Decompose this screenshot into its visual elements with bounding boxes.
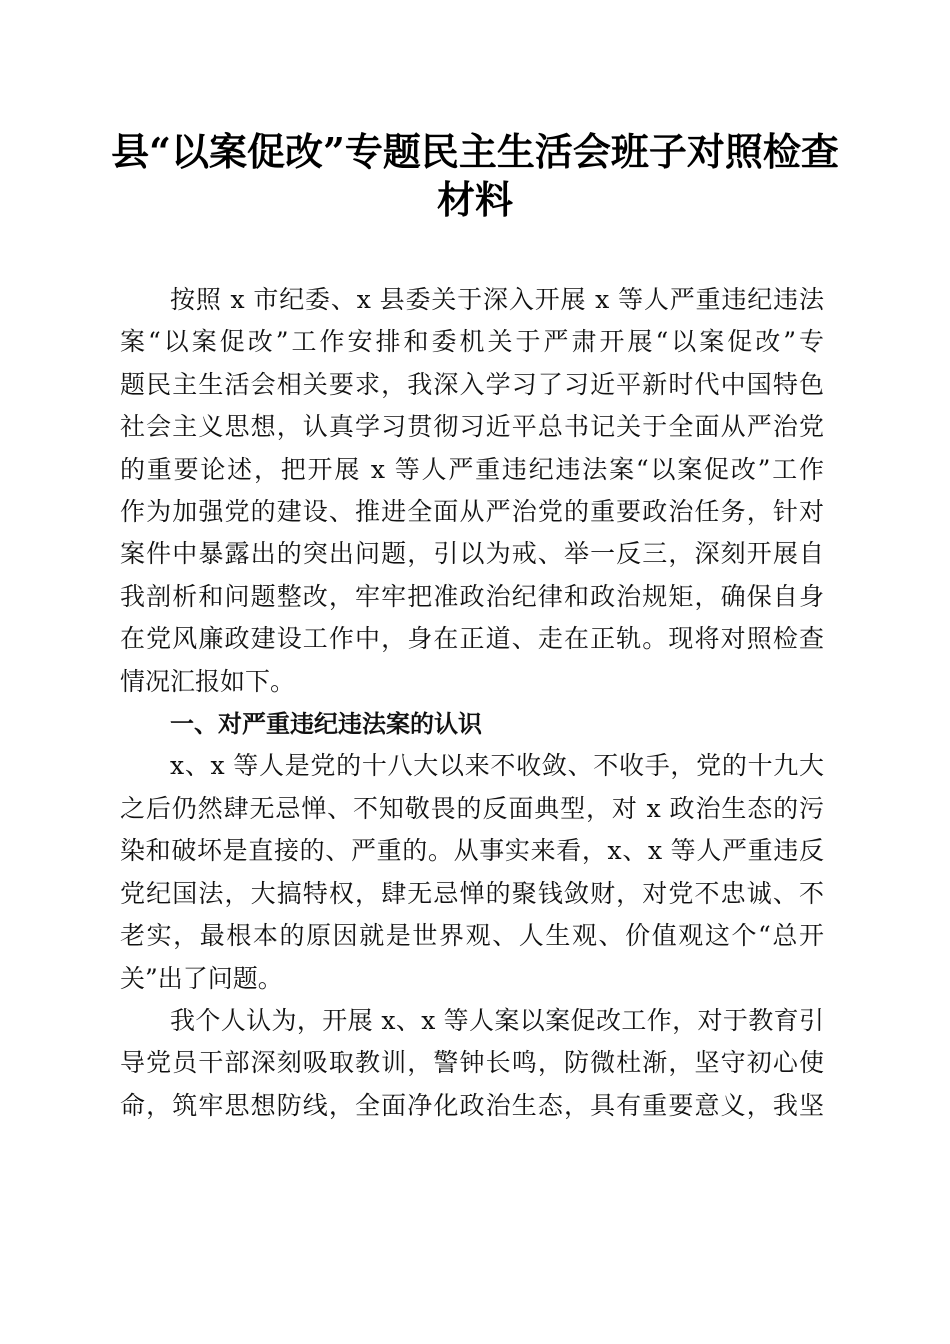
text-line: x、x 等人是党的十八大以来不收敛、不收手，党的十九大 [170,751,824,781]
text-line: 我剖析和问题整改，牢牢把准政治纪律和政治规矩，确保自身 [120,581,824,611]
text-line: 关”出了问题。 [120,963,283,993]
text-line: 染和破坏是直接的、严重的。从事实来看，x、x 等人严重违反 [120,836,824,866]
text-line: 的重要论述，把开展 x 等人严重违纪违法案“以案促改”工作 [120,454,824,484]
text-line: 案件中暴露出的突出问题，引以为戒、举一反三，深刻开展自 [120,539,824,569]
text-line: 之后仍然肆无忌惮、不知敬畏的反面典型，对 x 政治生态的污 [120,793,824,823]
document-title [110,128,840,224]
text-line: 社会主义思想，认真学习贯彻习近平总书记关于全面从严治党 [120,412,824,442]
paragraph-intro [120,279,824,703]
text-line: 作为加强党的建设、推进全面从严治党的重要政治任务，针对 [120,497,824,527]
section-heading: 一、对严重违纪违法案的认识 [170,710,482,739]
title-line: 县“以案促改”专题民主生活会班子对照检查 [111,129,839,174]
paragraph-recognition [120,745,824,999]
text-line: 老实，最根本的原因就是世界观、人生观、价值观这个“总开 [120,921,824,951]
text-line: 导党员干部深刻吸取教训，警钟长鸣，防微杜渐，坚守初心使 [120,1048,824,1078]
document-body [120,279,824,1127]
text-line: 在党风廉政建设工作中，身在正道、走在正轨。现将对照检查 [120,624,824,654]
text-line: 情况汇报如下。 [120,666,296,696]
text-line: 题民主生活会相关要求，我深入学习了习近平新时代中国特色 [120,369,824,399]
text-line: 按照 x 市纪委、x 县委关于深入开展 x 等人严重违纪违法 [170,285,824,314]
text-line: 党纪国法，大搞特权，肆无忌惮的聚钱敛财，对党不忠诚、不 [120,878,824,908]
title-line: 材料 [436,177,513,222]
text-line: 我个人认为，开展 x、x 等人案以案促改工作，对于教育引 [170,1005,824,1035]
paragraph-personal-view [120,1000,824,1127]
text-line: 案“以案促改”工作安排和委机关于严肃开展“以案促改”专 [120,327,824,357]
text-line: 命，筑牢思想防线，全面净化政治生态，具有重要意义，我坚 [120,1090,824,1120]
